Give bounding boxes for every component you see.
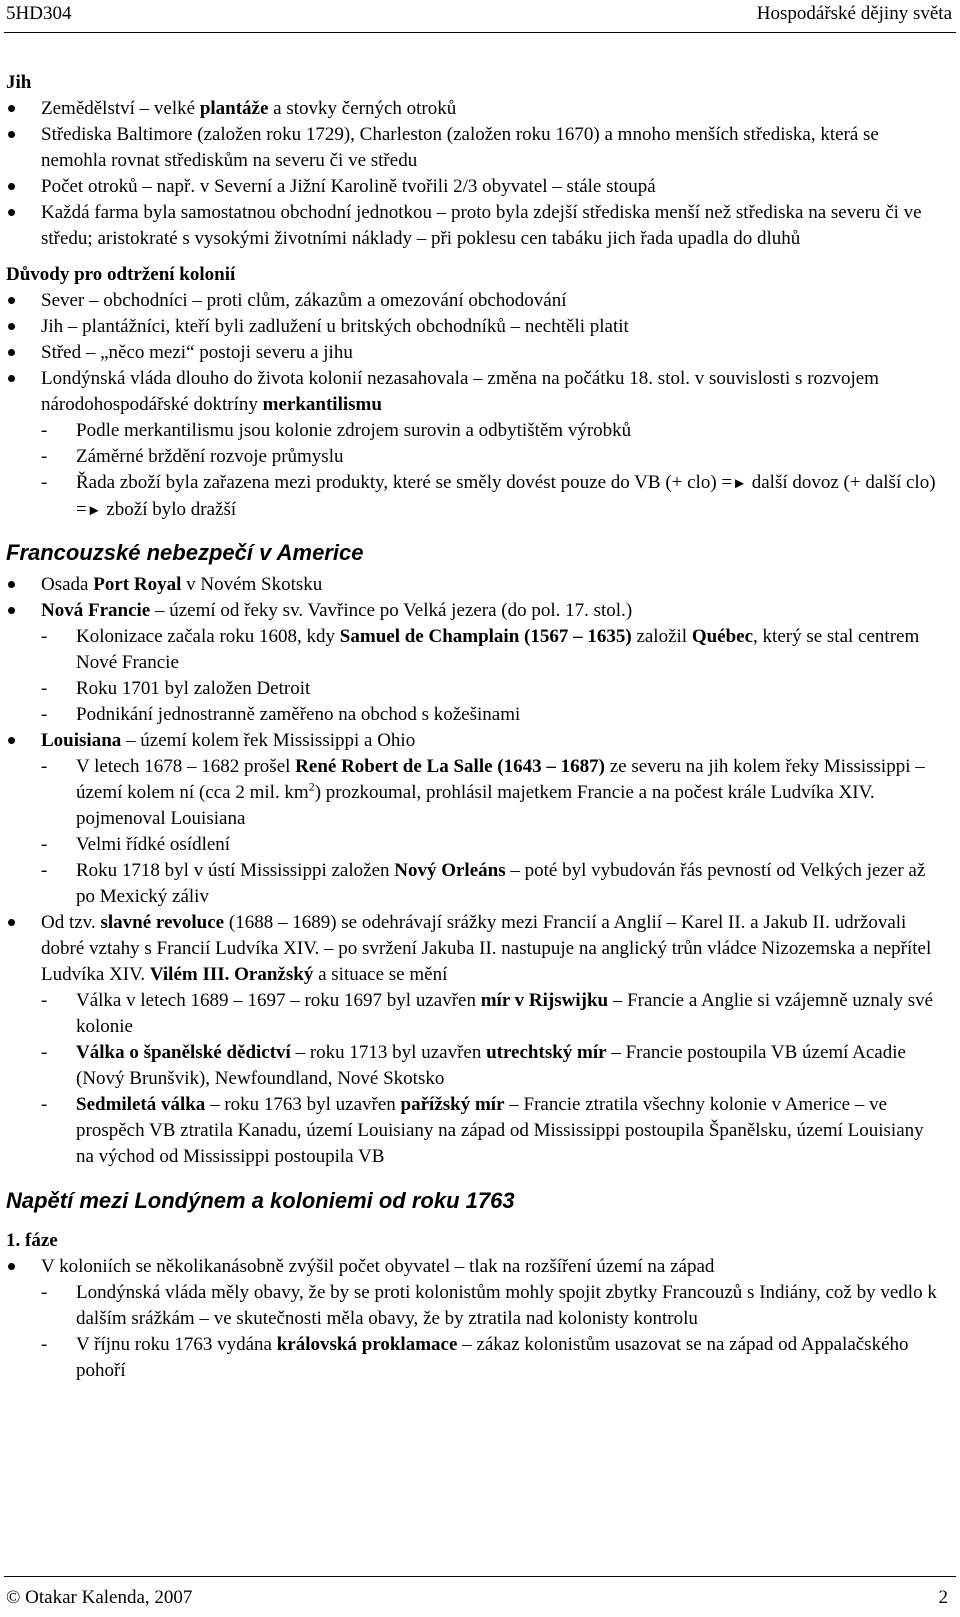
list-item: Osada Port Royal v Novém Skotsku — [6, 572, 946, 598]
subheading-faze: 1. fáze — [6, 1230, 58, 1251]
list-item: Louisiana – území kolem řek Mississippi a Ohio — [6, 728, 946, 754]
header-rule — [4, 32, 956, 33]
page-header — [0, 0, 960, 30]
dash-item: - Řada zboží byla zařazena mezi produkty, které se směly dovést pouze do VB (+ clo) =► další dovoz (+ další clo) =► zboží bylo dražší — [41, 472, 936, 520]
francie-list — [6, 572, 946, 624]
dash-item: - Válka o španělské dědictví – roku 1713 byl uzavřen utrechtský mír – Francie postoupila VB území Acadie (Nový Brunšvik), Newfoundland, Nové Skotsko — [41, 1042, 906, 1089]
napeti-list — [6, 1254, 946, 1280]
list-item: Střed – „něco mezi“ postoji severu a jihu — [6, 340, 946, 366]
section-heading-duvody: Důvody pro odtržení kolonií — [6, 264, 236, 285]
list-item: V koloniích se několikanásobně zvýšil počet obyvatel – tlak na rozšíření území na západ — [6, 1254, 946, 1280]
list-item: Sever – obchodníci – proti clům, zákazům a omezování obchodování — [6, 288, 946, 314]
list-item: Jih – plantážníci, kteří byli zadlužení u britských obchodníků – nechtěli platit — [6, 314, 946, 340]
copyright: © Otakar Kalenda, 2007 — [6, 1587, 193, 1608]
dash-item: - Sedmiletá válka – roku 1763 byl uzavřen pařížský mír – Francie ztratila všechny kolonie v Americe – ve prospěch VB ztratila Kanadu, území Louisiany na západ od Mississippi postoupila Španělsku, území Louisiany na východ od Mississippi postoupila VB — [41, 1094, 924, 1167]
list-item: Každá farma byla samostatnou obchodní jednotkou – proto byla zdejší střediska menší než střediska na severu či ve středu; aristokraté s vysokými životními náklady – při poklesu cen tabáku jich řada upadla do dluhů — [6, 200, 946, 252]
dash-item: - V říjnu roku 1763 vydána královská proklamace – zákaz kolonistům usazovat se na západ od Appalačského pohoří — [41, 1334, 909, 1381]
list-item: Od tzv. slavné revoluce (1688 – 1689) se odehrávají srážky mezi Francií a Anglií – Karel II. a Jakub II. udržovali dobré vztahy s Francií Ludvíka XIV. – po svržení Jakuba II. nastupuje na anglický trůn vládce Nizozemska a nepřítel Ludvíka XIV. Vilém III. Oranžský a situace se mění — [6, 910, 946, 988]
list-item: Počet otroků – např. v Severní a Jižní Karolině tvořili 2/3 obyvatel – stále stoupá — [6, 174, 946, 200]
page-number: 2 — [938, 1587, 948, 1608]
francie-list-3 — [6, 910, 946, 988]
arrow-icon: ► — [86, 503, 102, 519]
dash-item: - Velmi řídké osídlení — [41, 834, 231, 855]
page-footer — [0, 1576, 960, 1617]
dash-item: - Podle merkantilismu jsou kolonie zdrojem surovin a odbytištěm výrobků — [41, 420, 632, 441]
dash-item: - Válka v letech 1689 – 1697 – roku 1697 byl uzavřen mír v Rijswijku – Francie a Anglie si vzájemně uznaly své kolonie — [41, 990, 934, 1037]
dash-item: - Záměrné brždění rozvoje průmyslu — [41, 446, 344, 467]
list-item: Londýnská vláda dlouho do života kolonií nezasahovala – změna na počátku 18. stol. v souvislosti s rozvojem národohospodářské doktríny merkantilismu — [6, 366, 946, 418]
list-item: Nová Francie – území od řeky sv. Vavřince po Velká jezera (do pol. 17. stol.) — [6, 598, 946, 624]
duvody-list — [6, 288, 946, 418]
francie-list-2 — [6, 728, 946, 754]
dash-item: - Podnikání jednostranně zaměřeno na obchod s kožešinami — [41, 704, 521, 725]
list-item: Střediska Baltimore (založen roku 1729), Charleston (založen roku 1670) a mnoho menších střediska, která se nemohla rovnat střediskům na severu či ve středu — [6, 122, 946, 174]
section-heading-napeti: Napětí mezi Londýnem a koloniemi od roku 1763 — [6, 1188, 515, 1213]
section-heading-jih: Jih — [6, 72, 32, 93]
list-item: Zemědělství – velké plantáže a stovky černých otroků — [6, 96, 946, 122]
course-title: Hospodářské dějiny světa — [756, 3, 952, 24]
jih-list — [6, 96, 946, 252]
dash-item: - Roku 1701 byl založen Detroit — [41, 678, 311, 699]
dash-item: - Londýnská vláda měly obavy, že by se proti kolonistům mohly spojit zbytky Francouzů s Indiány, což by vedlo k dalším srážkám – ve skutečnosti měla obavy, že by ztratila nad kolonisty kontrolu — [41, 1282, 937, 1329]
footer-rule — [4, 1576, 956, 1577]
document-body — [6, 70, 946, 1384]
dash-item: - Kolonizace začala roku 1608, kdy Samuel de Champlain (1567 – 1635) založil Québec, který se stal centrem Nové Francie — [41, 626, 920, 673]
dash-item: - V letech 1678 – 1682 prošel René Robert de La Salle (1643 – 1687) ze severu na jih kolem řeky Mississippi – území kolem ní (cca 2 mil. $km^2$) prozkoumal, prohlásil majetkem Francie a na počest krále Ludvíka XIV. pojmenoval Louisiana — [41, 756, 925, 829]
section-heading-francie: Francouzské nebezpečí v Americe — [6, 540, 364, 565]
course-code: 5HD304 — [6, 3, 72, 24]
arrow-icon: ► — [732, 476, 747, 492]
dash-item: - Roku 1718 byl v ústí Mississippi založen Nový Orleáns – poté byl vybudován řás pevností od Velkých jezer až po Mexický záliv — [41, 860, 926, 907]
